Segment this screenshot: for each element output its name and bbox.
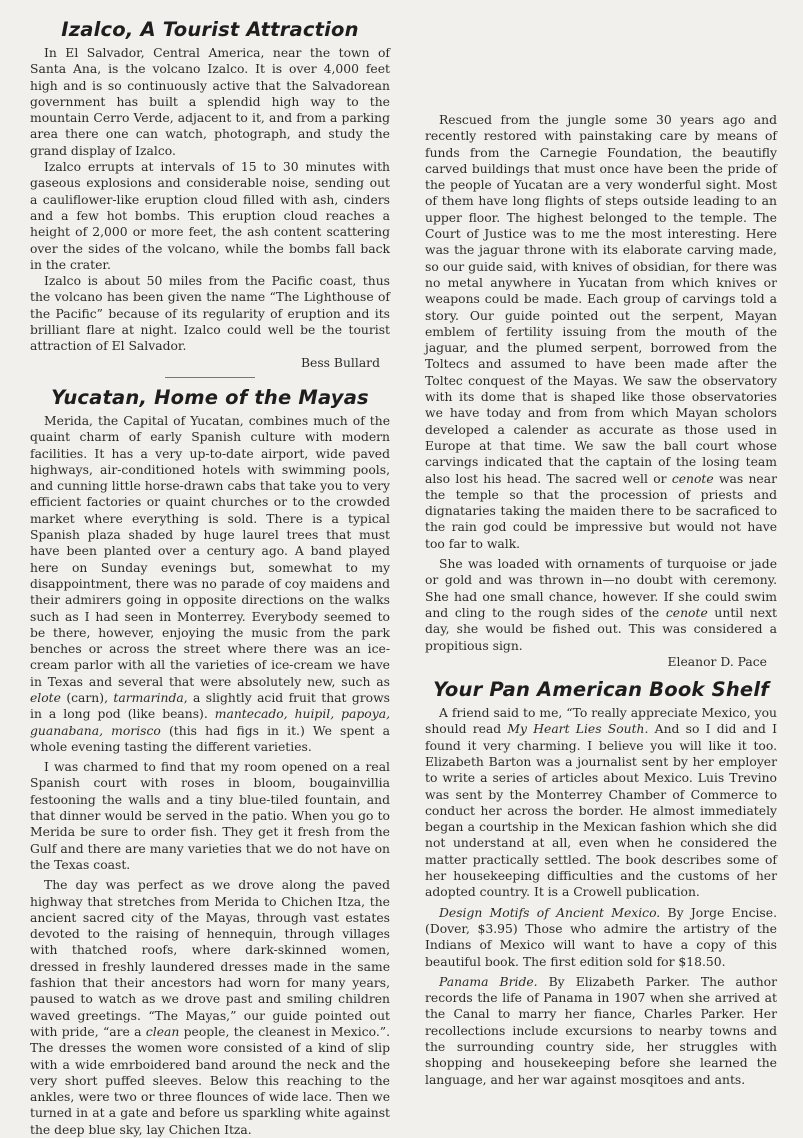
- bookshelf-paragraph-1: A friend said to me, “To really appreciate Mexico, you should read My Heart Lies South. And so I did and I found it very charming. I believe you will like it too. Elizabeth Barton was a journalist sent by her employer to write a series of articles about Mexico. Luis Trevino was sent by the Monterrey Chamber of Commerce to conduct her across the border. He almost immediately began a courtship in the Mexican fashion which she did not understand at all, even when he considered the matter practically settled. The book describes some of her housekeeping difficulties and the customs of her adopted country. It is a Crowell publication.: [425, 706, 777, 900]
- izalco-title: Izalco, A Tourist Attraction: [61, 18, 359, 41]
- bookshelf-paragraph-2: Design Motifs of Ancient Mexico. By Jorge Encise. (Dover, $3.95) Those who admire the artistry of the Indians of Mexico will want to have a copy of this beautiful book. The first edition sold for $18.50.: [425, 905, 777, 969]
- izalco-paragraph-3: Izalco is about 50 miles from the Pacific coast, thus the volcano has been given the name “The Lighthouse of the Pacific” because of its regularity of eruption and its brilliant flare at night. Izalco could well be the tourist attraction of El Salvador.: [30, 274, 390, 354]
- izalco-paragraph-1: In El Salvador, Central America, near the town of Santa Ana, is the volcano Izalco. It is over 4,000 feet high and is so continuously active that the Salvadorean government has built a splendid high way to the mountain Cerro Verde, adjacent to it, and from a parking area there one can watch, photograph, and study the grand display of Izalco.: [30, 46, 390, 158]
- yucatan-paragraph-1: Merida, the Capital of Yucatan, combines much of the quaint charm of early Spanish culture with modern facilities. It has a very up-to-date airport, wide paved highways, air-conditioned hotels with swimming pools, and cunning little horse-drawn cabs that take you to very efficient factories or quaint churches or to the crowded market where everything is sold. There is a typical Spanish plaza shaded by huge laurel trees that must have been planted over a century ago. A band played here on Sunday evenings but, somewhat to my disappointment, there was no parade of coy maidens and their admirers going in opposite directions on the walks such as I had seen in Monterrey. Everybody seemed to be there, however, enjoying the music from the park benches or across the street where there was an ice-cream parlor with all the varieties of ice-cream we have in Texas and several that were absolutely new, such as elote (carn), tarmarinda, a slightly acid fruit that grows in a long pod (like beans). mantecado, huipil, papoya, guanabana, morisco (this had figs in it.) We spent a whole evening tasting the different varieties.: [30, 413, 390, 754]
- yucatan-paragraph-2: I was charmed to find that my room opened on a real Spanish court with roses in bloom, bougainvillia festooning the walls and a tiny blue-tiled fountain, and that dinner would be served in the patio. When you go to Merida be sure to order fish. They get it fresh from the Gulf and there are many varieties that we do not have on the Texas coast.: [30, 760, 390, 872]
- yucatan-paragraph-4: Rescued from the jungle some 30 years ago and recently restored with painstaking care by means of funds from the Carnegie Foundation, the beautifly carved buildings that must once have been the pride of the people of Yucatan are a very wonderful sight. Most of them have long flights of steps outside leading to an upper floor. The highest belonged to the temple. The Court of Justice was to me the most interesting. Here was the jaguar throne with its elaborate carving made, so our guide said, with knives of obsidian, for there was no metal anywhere in Yucatan from which knives or weapons could be made. Each group of carvings told a story. Our guide pointed out the serpent, Mayan emblem of fertility issuing from the mouth of the jaguar, and the plumed serpent, borrowed from the Toltecs and assumed to have been made after the Toltec conquest of the Mayas. We saw the observatory with its dome that is shaped like those observatories we have today and from from which Mayan scholors developed a calender as accurate as those used in Europe at that time. We saw the ball court whose carvings indicated that the captain of the losing team also lost his head. The sacred well or cenote was near the temple so that the procession of priests and dignataries taking the maiden there to be sacraficed to the rain god could be impressive but would not have too far to walk.: [425, 113, 777, 551]
- left-column: [30, 18, 390, 1138]
- bookshelf-paragraph-3: Panama Bride. By Elizabeth Parker. The author records the life of Panama in 1907 when she arrived at the Canal to marry her fiance, Charles Parker. Her recollections include excursions to nearby towns and the surrounding country side, her struggles with shopping and housekeeping before she learned the language, and her war against mosqitoes and ants.: [425, 974, 777, 1087]
- section-divider: [165, 377, 255, 378]
- yucatan-paragraph-3: The day was perfect as we drove along the paved highway that stretches from Merida to Chichen Itza, the ancient sacred city of the Mayas, through vast estates devoted to the raising of hennequin, through villages with thatched roofs, where dark-skinned women, dressed in freshly laundered dresses made in the same fashion that their ancestors had worn for many years, paused to watch as we drove past and smiling children waved greetings. “The Mayas,” our guide pointed out with pride, “are a clean people, the cleanest in Mexico.”. The dresses the women wore consisted of a kind of slip with a wide emrboidered band around the neck and the very short puffed sleeves. Below this reaching to the ankles, were two or three flounces of wide lace. Then we turned in at a gate and before us sparkling white against the deep blue sky, lay Chichen Itza.: [30, 878, 390, 1137]
- izalco-paragraph-2: Izalco errupts at intervals of 15 to 30 minutes with gaseous explosions and considerable noise, sending out a cauliflower-like eruption cloud filled with ash, cinders and a few hot bombs. This eruption cloud reaches a height of 2,000 or more feet, the ash content scattering over the sides of the volcano, while the bombs fall back in the crater.: [30, 160, 390, 272]
- bookshelf-title: Your Pan American Book Shelf: [433, 678, 769, 702]
- yucatan-paragraph-5: She was loaded with ornaments of turquoise or jade or gold and was thrown in—no doubt with ceremony. She had one small chance, however. If she could swim and cling to the rough sides of the cenote until next day, she would be fished out. This was considered a propitious sign.: [425, 557, 778, 653]
- yucatan-title: Yucatan, Home of the Mayas: [51, 385, 369, 409]
- izalco-byline: Bess Bullard: [300, 355, 380, 370]
- right-column: [425, 14, 777, 1088]
- yucatan-byline: Eleanor D. Pace: [667, 654, 767, 669]
